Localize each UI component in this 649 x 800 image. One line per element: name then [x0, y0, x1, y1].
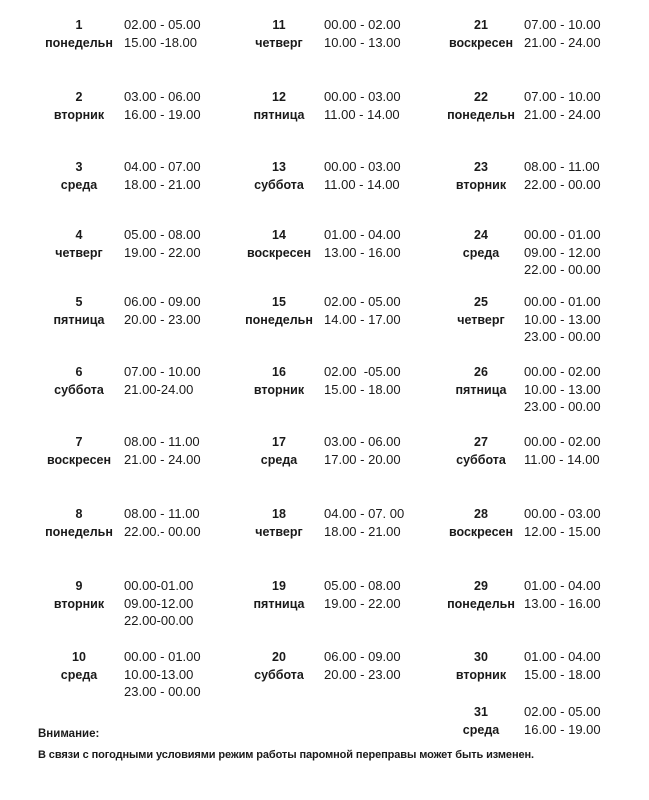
- time-slot: 00.00 - 01.00: [524, 227, 601, 242]
- time-slot: 02.00 -05.00: [324, 364, 401, 379]
- day-weekday: пятница: [53, 313, 105, 327]
- day-weekday: среда: [60, 668, 98, 682]
- time-slot: 00.00 - 03.00: [324, 89, 401, 104]
- time-slot: 07.00 - 10.00: [524, 89, 601, 104]
- day-number: 22: [474, 90, 488, 104]
- time-slot: 00.00 - 01.00: [124, 649, 201, 664]
- day-number: 10: [72, 650, 86, 664]
- day-weekday: воскресен: [246, 246, 312, 260]
- time-slot: 12.00 - 15.00: [524, 523, 601, 539]
- time-slot: 11.00 - 14.00: [324, 176, 400, 192]
- time-slot: 19.00 - 22.00: [324, 595, 401, 611]
- day-number: 29: [474, 579, 488, 593]
- day-weekday: вторник: [253, 383, 305, 397]
- time-slot: 15.00 -18.00: [124, 34, 198, 50]
- time-slot: 03.00 - 06.00: [124, 89, 201, 104]
- day-weekday: понедельн: [45, 36, 113, 50]
- day-weekday: среда: [60, 178, 98, 192]
- time-slot: 22.00.- 00.00: [124, 523, 201, 539]
- day-number: 6: [75, 365, 83, 379]
- time-slot: 04.00 - 07.00: [124, 159, 201, 174]
- day-weekday: вторник: [53, 108, 105, 122]
- time-slot: 10.00-13.00: [124, 666, 194, 682]
- day-number: 25: [474, 295, 488, 309]
- time-slot: 09.00 - 12.00: [524, 244, 601, 260]
- day-number: 18: [272, 507, 286, 521]
- time-slot: 20.00 - 23.00: [124, 311, 201, 327]
- time-slot: 08.00 - 11.00: [524, 159, 600, 174]
- day-number: 12: [272, 90, 286, 104]
- day-number: 31: [474, 705, 488, 719]
- time-slot: 19.00 - 22.00: [124, 244, 201, 260]
- time-slot: 23.00 - 00.00: [124, 684, 201, 699]
- day-weekday: суббота: [254, 178, 304, 192]
- time-slot: 00.00 - 02.00: [324, 17, 401, 32]
- day-number: 15: [272, 295, 286, 309]
- time-slot: 08.00 - 11.00: [124, 506, 200, 521]
- day-weekday: вторник: [455, 668, 507, 682]
- day-number: 30: [474, 650, 488, 664]
- time-slot: 15.00 - 18.00: [524, 666, 601, 682]
- time-slot: 23.00 - 00.00: [524, 329, 601, 344]
- day-weekday: среда: [462, 246, 500, 260]
- time-slot: 16.00 - 19.00: [124, 106, 201, 122]
- time-slot: 15.00 - 18.00: [324, 381, 401, 397]
- time-slot: 00.00 - 03.00: [524, 506, 601, 521]
- day-number: 20: [272, 650, 286, 664]
- day-number: 24: [474, 228, 488, 242]
- day-weekday: понедельн: [447, 108, 515, 122]
- day-number: 17: [272, 435, 286, 449]
- day-number: 21: [474, 18, 488, 32]
- time-slot: 08.00 - 11.00: [124, 434, 200, 449]
- time-slot: 00.00 - 03.00: [324, 159, 401, 174]
- time-slot: 06.00 - 09.00: [324, 649, 401, 664]
- time-slot: 01.00 - 04.00: [324, 227, 401, 242]
- time-slot: 10.00 - 13.00: [524, 311, 601, 327]
- day-number: 9: [75, 579, 83, 593]
- time-slot: 06.00 - 09.00: [124, 294, 201, 309]
- day-number: 3: [75, 160, 83, 174]
- day-weekday: пятница: [455, 383, 507, 397]
- time-slot: 00.00 - 02.00: [524, 434, 601, 449]
- day-number: 8: [75, 507, 83, 521]
- time-slot: 11.00 - 14.00: [324, 106, 400, 122]
- time-slot: 05.00 - 08.00: [124, 227, 201, 242]
- time-slot: 18.00 - 21.00: [324, 523, 401, 539]
- time-slot: 00.00-01.00: [124, 578, 194, 593]
- day-number: 13: [272, 160, 286, 174]
- day-weekday: четверг: [457, 313, 505, 327]
- time-slot: 09.00-12.00: [124, 595, 194, 611]
- time-slot: 10.00 - 13.00: [324, 34, 401, 50]
- day-number: 1: [75, 18, 83, 32]
- time-slot: 21.00-24.00: [124, 381, 194, 397]
- time-slot: 02.00 - 05.00: [324, 294, 401, 309]
- time-slot: 00.00 - 02.00: [524, 364, 601, 379]
- time-slot: 21.00 - 24.00: [524, 34, 601, 50]
- day-number: 23: [474, 160, 488, 174]
- day-weekday: понедельн: [45, 525, 113, 539]
- notice-text: В связи с погодными условиями режим работы паромной переправы может быть изменен.: [38, 749, 535, 761]
- day-weekday: суббота: [54, 383, 104, 397]
- time-slot: 17.00 - 20.00: [324, 451, 401, 467]
- time-slot: 13.00 - 16.00: [524, 595, 601, 611]
- time-slot: 01.00 - 04.00: [524, 649, 601, 664]
- day-weekday: воскресен: [46, 453, 112, 467]
- time-slot: 01.00 - 04.00: [524, 578, 601, 593]
- day-weekday: среда: [260, 453, 298, 467]
- time-slot: 14.00 - 17.00: [324, 311, 401, 327]
- time-slot: 02.00 - 05.00: [124, 17, 201, 32]
- time-slot: 07.00 - 10.00: [124, 364, 201, 379]
- time-slot: 05.00 - 08.00: [324, 578, 401, 593]
- day-weekday: четверг: [255, 525, 303, 539]
- day-weekday: суббота: [456, 453, 506, 467]
- day-weekday: вторник: [455, 178, 507, 192]
- day-number: 14: [272, 228, 286, 242]
- day-weekday: вторник: [53, 597, 105, 611]
- time-slot: 21.00 - 24.00: [124, 451, 201, 467]
- day-number: 16: [272, 365, 286, 379]
- day-number: 11: [272, 18, 286, 32]
- time-slot: 04.00 - 07. 00: [324, 506, 405, 521]
- day-weekday: четверг: [255, 36, 303, 50]
- day-weekday: понедельн: [447, 597, 515, 611]
- day-number: 28: [474, 507, 488, 521]
- time-slot: 11.00 - 14.00: [524, 451, 600, 467]
- notice-title: Внимание:: [38, 728, 100, 740]
- day-weekday: пятница: [253, 597, 305, 611]
- day-number: 7: [75, 435, 83, 449]
- time-slot: 16.00 - 19.00: [524, 721, 601, 737]
- time-slot: 03.00 - 06.00: [324, 434, 401, 449]
- time-slot: 00.00 - 01.00: [524, 294, 601, 309]
- time-slot: 02.00 - 05.00: [524, 704, 601, 719]
- time-slot: 23.00 - 00.00: [524, 399, 601, 414]
- day-number: 26: [474, 365, 488, 379]
- time-slot: 10.00 - 13.00: [524, 381, 601, 397]
- time-slot: 18.00 - 21.00: [124, 176, 201, 192]
- day-number: 27: [474, 435, 488, 449]
- time-slot: 21.00 - 24.00: [524, 106, 601, 122]
- day-number: 19: [272, 579, 286, 593]
- day-weekday: четверг: [55, 246, 103, 260]
- day-weekday: суббота: [254, 668, 304, 682]
- day-weekday: пятница: [253, 108, 305, 122]
- day-weekday: среда: [462, 723, 500, 737]
- day-number: 4: [75, 228, 83, 242]
- time-slot: 22.00 - 00.00: [524, 262, 601, 277]
- time-slot: 13.00 - 16.00: [324, 244, 401, 260]
- time-slot: 20.00 - 23.00: [324, 666, 401, 682]
- time-slot: 07.00 - 10.00: [524, 17, 601, 32]
- day-number: 5: [75, 295, 83, 309]
- day-weekday: понедельн: [245, 313, 313, 327]
- day-number: 2: [75, 90, 83, 104]
- day-weekday: воскресен: [448, 525, 514, 539]
- time-slot: 22.00-00.00: [124, 613, 194, 628]
- day-weekday: воскресен: [448, 36, 514, 50]
- time-slot: 22.00 - 00.00: [524, 176, 601, 192]
